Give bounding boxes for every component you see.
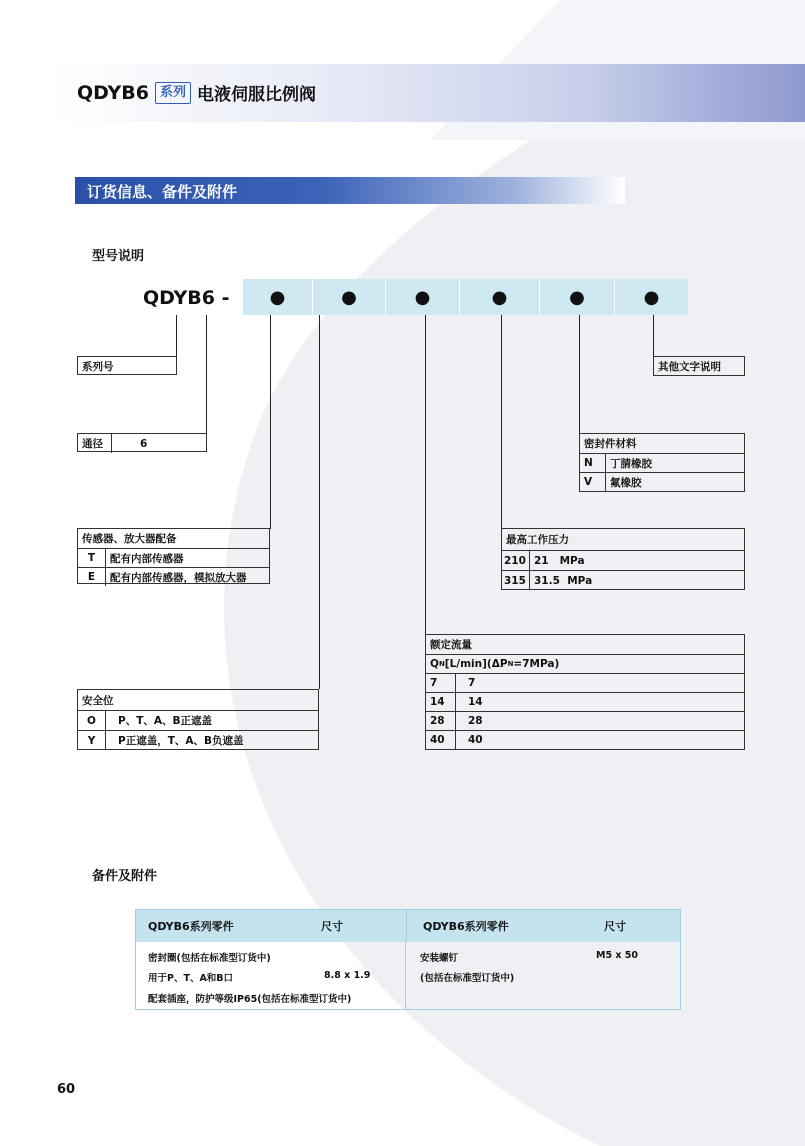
sensor-code: T — [87, 552, 96, 564]
section-bar — [75, 177, 625, 204]
model-heading: 型号说明 — [92, 249, 145, 264]
seal-code: V — [584, 476, 593, 488]
connector-series — [176, 315, 177, 357]
acc-left-size: 8.8 x 1.9 — [324, 970, 371, 981]
flow-desc: 28 — [455, 712, 744, 730]
pressure-code: 210 — [504, 554, 526, 567]
model-prefix: QDYB6 - — [143, 287, 230, 309]
safety-title: 安全位 — [82, 694, 114, 707]
header-subtitle: 电液伺服比例阀 — [197, 85, 317, 105]
flow-desc: 7 — [455, 674, 744, 692]
flow-desc: 40 — [455, 731, 744, 749]
seal-desc: 丁腈橡胶 — [605, 454, 744, 472]
page-header — [77, 80, 316, 105]
series-badge: 系列 — [155, 82, 191, 104]
acc-right-cell — [406, 942, 680, 1010]
series-box — [77, 356, 177, 375]
slot-6: ● — [643, 286, 660, 308]
acc-left-line3: 配套插座，防护等级IP65(包括在标准型订货中) — [148, 994, 352, 1005]
connector-sensor — [270, 315, 271, 529]
flow-code: 7 — [430, 677, 438, 689]
header-title: QDYB6 — [77, 81, 150, 104]
safety-code: Y — [87, 734, 96, 747]
connector-flow — [425, 315, 426, 635]
pressure-table — [501, 528, 745, 590]
diameter-value: 6 — [111, 434, 206, 453]
accessories-header-row — [136, 910, 680, 942]
safety-desc: P正遮盖，T、A、B负遮盖 — [105, 731, 318, 750]
accessories-table — [135, 909, 681, 1010]
seal-code: N — [584, 457, 593, 469]
pressure-desc: 31.5 MPa — [529, 571, 744, 590]
acc-col2-head: 尺寸 — [321, 920, 343, 933]
slot-4: ● — [460, 279, 540, 315]
page-number: 60 — [57, 1082, 76, 1097]
flow-code: 40 — [430, 734, 445, 746]
seal-title: 密封件材料 — [584, 438, 637, 450]
acc-right-size: M5 x 50 — [596, 950, 639, 961]
sensor-title: 传感器、放大器配备 — [82, 533, 177, 545]
other-label: 其他文字说明 — [658, 361, 721, 373]
flow-desc: 14 — [455, 693, 744, 711]
model-slots — [243, 279, 688, 315]
diameter-box — [77, 433, 207, 452]
flow-code: 28 — [430, 715, 445, 727]
accessories-heading: 备件及附件 — [92, 869, 158, 884]
connector-seal — [579, 315, 580, 433]
pressure-title: 最高工作压力 — [506, 534, 569, 546]
acc-right-line2: (包括在标准型订货中) — [420, 973, 515, 984]
pressure-code: 315 — [504, 574, 526, 587]
acc-left-line1: 密封圈(包括在标准型订货中) — [148, 953, 271, 964]
seal-table — [579, 433, 745, 492]
acc-left-cell — [136, 942, 406, 1010]
slot-5: ● — [540, 279, 615, 315]
acc-col3-head: QDYB6系列零件 — [406, 910, 586, 942]
safety-desc: P、T、A、B正遮盖 — [105, 711, 318, 730]
safety-code: O — [87, 714, 96, 727]
sensor-table — [77, 528, 270, 584]
connector-other — [653, 315, 654, 357]
sensor-code: E — [87, 571, 96, 583]
flow-title: 额定流量 — [430, 639, 472, 651]
seal-desc: 氟橡胶 — [605, 473, 744, 491]
pressure-desc: 21 MPa — [529, 551, 744, 570]
sensor-desc: 配有内部传感器 — [105, 549, 269, 567]
acc-col1-head: QDYB6系列零件 — [148, 920, 234, 933]
flow-unit-end: =7MPa) — [513, 658, 560, 670]
safety-table — [77, 689, 319, 750]
other-box — [653, 356, 745, 376]
flow-table — [425, 634, 745, 750]
section-title: 订货信息、备件及附件 — [87, 183, 238, 201]
connector-pressure — [501, 315, 502, 529]
connector-safety — [319, 315, 320, 689]
flow-unit-mid: [L/min](ΔP — [444, 658, 508, 670]
connector-diameter — [206, 315, 207, 433]
flow-unit-sub: N — [438, 660, 445, 668]
flow-unit-sub2: N — [507, 660, 514, 668]
flow-unit — [426, 655, 559, 673]
acc-col4-head: 尺寸 — [604, 920, 626, 933]
flow-unit-q: Q — [430, 658, 439, 670]
series-label: 系列号 — [82, 361, 114, 373]
accessories-body — [136, 942, 680, 1010]
slot-1: ● — [243, 279, 313, 315]
slot-3: ● — [386, 279, 460, 315]
diameter-label: 通径 — [82, 438, 103, 450]
slot-2: ● — [313, 279, 386, 315]
acc-right-line1: 安装螺钉 — [420, 953, 459, 964]
acc-left-line2: 用于P、T、A和B口 — [148, 973, 234, 984]
flow-code: 14 — [430, 696, 445, 708]
sensor-desc: 配有内部传感器，模拟放大器 — [105, 568, 269, 586]
